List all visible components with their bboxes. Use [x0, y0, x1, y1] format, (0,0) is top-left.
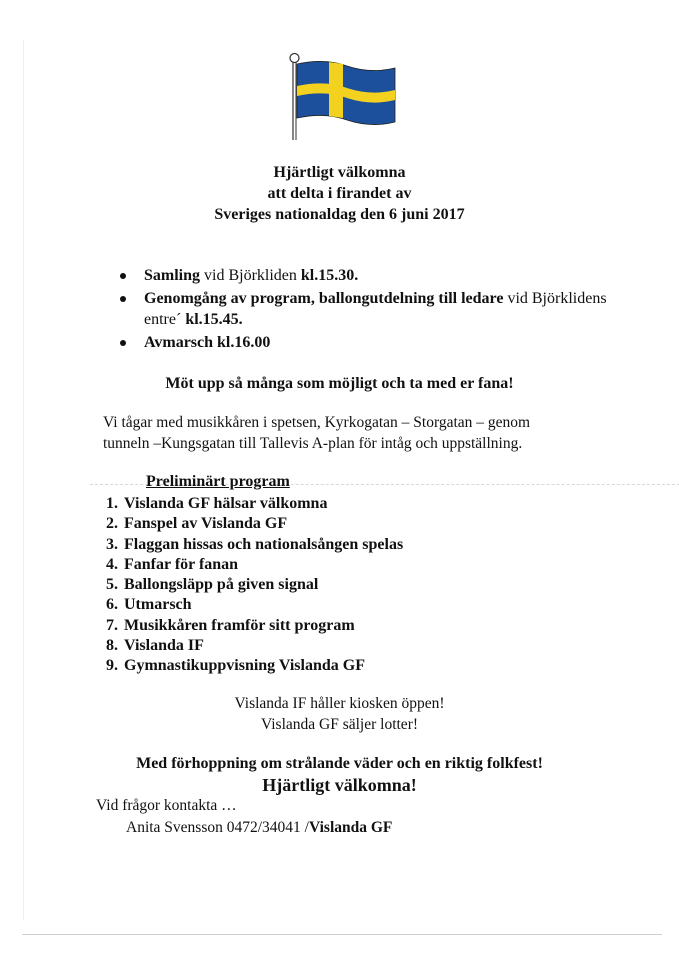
schedule-item: Samling vid Björkliden kl.15.30. [118, 265, 618, 286]
contact-details: Anita Svensson 0472/34041 /Vislanda GF [126, 819, 393, 836]
bullet-icon [120, 340, 126, 346]
schedule-item: Avmarsch kl.16.00 [118, 332, 618, 353]
heading-line-3: Sveriges nationaldag den 6 juni 2017 [214, 206, 465, 223]
program-item: 7. Musikkåren framför sitt program [106, 616, 355, 634]
program-item: 4. Fanfar för fanan [106, 555, 239, 573]
program-heading: Preliminärt program [146, 473, 290, 490]
schedule-list [118, 265, 618, 355]
bullet-icon [120, 273, 126, 279]
program-item: 3. Flaggan hissas och nationalsången spelas [106, 535, 404, 553]
callout: Möt upp så många som möjligt och ta med er fana! [165, 375, 514, 392]
kiosk-line-1: Vislanda IF håller kiosken öppen! [234, 695, 445, 712]
program-item: 1. Vislanda GF hälsar välkomna [106, 495, 328, 512]
bullet-icon [120, 296, 126, 302]
program-item: 8. Vislanda IF [106, 637, 204, 655]
program-item: 6. Utmarsch [106, 596, 192, 614]
schedule-item: Genomgång av program, ballongutdelning till ledare vid Björklidens entre´ kl.15.45. [118, 288, 618, 330]
bottom-rule [22, 934, 662, 935]
route-paragraph: Vi tågar med musikkåren i spetsen, Kyrkogatan – Storgatan – genom tunneln –Kungsgatan till Tallevis A-plan för intåg och uppställning. [103, 414, 531, 452]
program-item: 9. Gymnastikuppvisning Vislanda GF [106, 657, 365, 675]
closing-welcome: Hjärtligt välkomna! [262, 775, 417, 795]
program-item: 5. Ballongsläpp på given signal [106, 576, 319, 594]
kiosk-line-2: Vislanda GF säljer lotter! [260, 716, 419, 733]
contact-prompt: Vid frågor kontakta … [96, 797, 237, 814]
heading-line-2: att delta i firandet av [267, 185, 412, 202]
contact-org: Vislanda GF [309, 819, 393, 836]
contact-block [96, 795, 392, 839]
program-list [100, 494, 520, 677]
swedish-flag-icon [285, 52, 397, 142]
closing-hope: Med förhoppning om strålande väder och en riktig folkfest! [136, 755, 543, 772]
program-item: 2. Fanspel av Vislanda GF [106, 515, 288, 533]
heading-line-1: Hjärtligt välkomna [273, 164, 406, 181]
